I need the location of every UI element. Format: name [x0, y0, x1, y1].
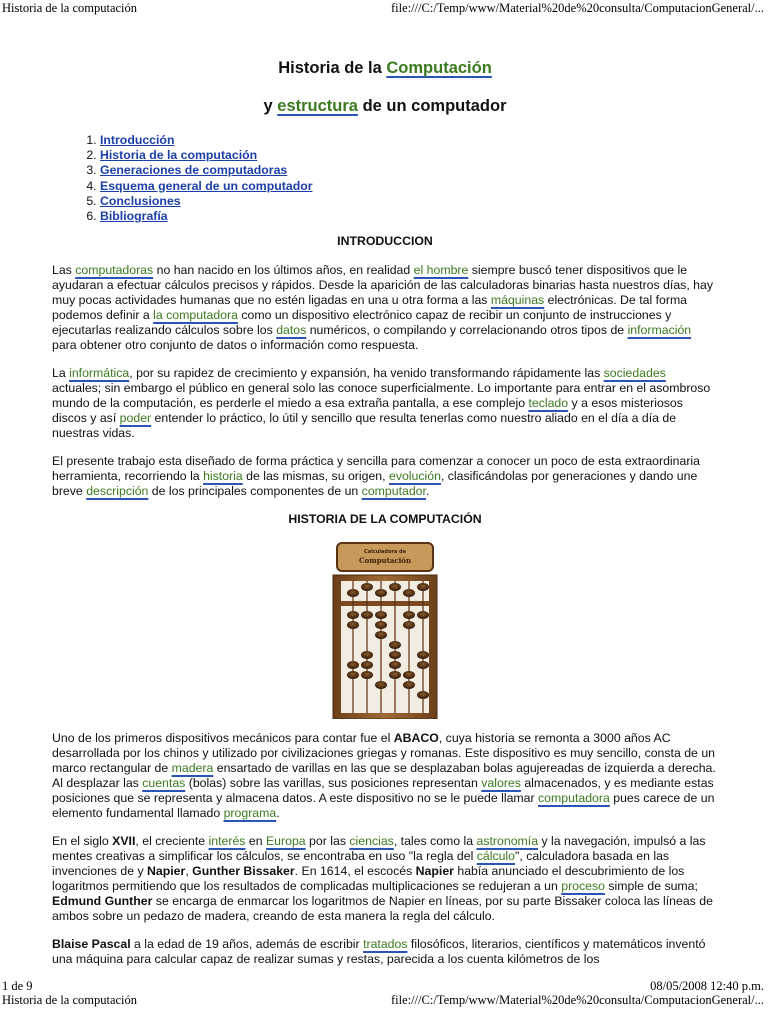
print-header-url: file:///C:/Temp/www/Material%20de%20consulta/ComputacionGeneral/... [391, 1, 764, 15]
link-ciencias[interactable]: ciencias [349, 834, 394, 849]
text: Las [52, 263, 76, 278]
link-programa[interactable]: programa [223, 806, 277, 821]
bold-text: Gunther Bissaker [192, 864, 295, 879]
text: , tales como la [393, 834, 477, 849]
link-sociedades[interactable]: sociedades [603, 366, 666, 381]
text: en [245, 834, 266, 849]
link-la-computadora[interactable]: la computadora [153, 308, 238, 323]
text: . [276, 806, 280, 821]
page-number: 1 de 9 [2, 979, 33, 993]
text: y a esos misteriosos discos y así [52, 396, 683, 426]
title-text: Historia de la [278, 59, 387, 77]
abacus-icon [329, 541, 441, 719]
link-computadoras[interactable]: computadoras [75, 263, 154, 278]
paragraph-historia-2 [52, 834, 718, 924]
toc-item [100, 148, 718, 163]
link-computador[interactable]: computador [361, 484, 426, 499]
bold-text: Blaise Pascal [52, 937, 131, 952]
title-link-computacion[interactable]: Computación [386, 59, 492, 77]
text: para obtener otro conjunto de datos o información como respuesta. [52, 338, 419, 353]
link-calculo[interactable]: cálculo [476, 849, 515, 864]
toc-link-esquema[interactable]: Esquema general de un computador [100, 178, 313, 193]
paragraph-historia-3 [52, 937, 718, 967]
section-heading-historia: HISTORIA DE LA COMPUTACIÓN [288, 512, 482, 527]
text: numéricos, o compilando y correlacionando otros tipos de [306, 323, 628, 338]
link-computadora[interactable]: computadora [538, 791, 610, 806]
title-text: de un computador [357, 97, 507, 115]
bold-text: Edmund Gunther [52, 894, 153, 909]
link-descripcion[interactable]: descripción [86, 484, 149, 499]
toc-item [100, 133, 718, 148]
bold-text: ABACO [393, 731, 439, 746]
page-title-line1 [52, 56, 718, 80]
toc-item [100, 194, 718, 209]
text: de los principales componentes de un [148, 484, 362, 499]
link-historia[interactable]: historia [203, 469, 243, 484]
text: (bolas) sobre las varillas, sus posiciones representan [185, 776, 482, 791]
link-europa[interactable]: Europa [265, 834, 306, 849]
text: de las mismas, su origen, [242, 469, 389, 484]
link-evolucion[interactable]: evolución [388, 469, 441, 484]
paragraph-intro-3 [52, 454, 718, 499]
toc-link-introduccion[interactable]: Introducción [100, 133, 175, 147]
print-footer [0, 979, 768, 1024]
table-of-contents [52, 133, 718, 224]
toc-item [100, 209, 718, 224]
toc-item [100, 179, 718, 194]
link-tratados[interactable]: tratados [363, 937, 408, 952]
text: simple de suma; [604, 879, 698, 894]
text: , [185, 864, 193, 879]
text: ", calculadora basada en las invenciones de y [52, 849, 670, 879]
title-link-estructura[interactable]: estructura [277, 97, 358, 115]
toc-item [100, 163, 718, 178]
text: El presente trabajo esta diseñado de forma práctica y sencilla para comenzar a conocer un poco de esta extraordinaria herramienta, recorriendo la [52, 454, 701, 484]
link-informatica[interactable]: informática [69, 366, 130, 381]
print-footer-title: Historia de la computación [2, 993, 138, 1007]
text: se encarga de enmarcar los logaritmos de Napier en líneas, por su parte Bissaker coloca las líneas de ambos sobre un pedazo de madera, creando de esta manera la regla del cálculo. [52, 894, 713, 924]
paragraph-intro-2 [52, 366, 718, 441]
section-heading-introduccion: INTRODUCCION [337, 234, 433, 249]
text: . [425, 484, 430, 499]
text: , clasificándolas por generaciones y dando une breve [52, 469, 698, 499]
text: actuales; sin embargo el público en general solo las conoce superficialmente. Lo importante para entrar en el asombroso mundo de la computación, es perderle el miedo a esa extraña pantalla, a ese complejo [52, 381, 711, 411]
toc-link-conclusiones[interactable]: Conclusiones [100, 193, 181, 208]
link-maquinas[interactable]: máquinas [490, 293, 545, 308]
text: filosóficos, literarios, científicos y matemáticos inventó una máquina para calcular capaz de realizar sumas y restas, parecida a los cuenta kilómetros de los [52, 937, 706, 967]
link-cuentas[interactable]: cuentas [142, 776, 186, 791]
bold-text: Napier [415, 864, 454, 879]
page-title-line2 [52, 94, 718, 118]
text: como un dispositivo electrónico capaz de recibir un conjunto de instrucciones y ejecutarlas realizando cálculos sobre los [52, 308, 672, 338]
toc-link-bibliografia[interactable]: Bibliografía [100, 209, 168, 224]
toc-link-historia[interactable]: Historia de la computación [100, 148, 258, 163]
text: , cuya historia se remonta a 3000 años AC desarrollada por los chinos y utilizado por civilizaciones griegas y romanas. Este dispositivo es muy sencillo, consta de un marco rectangular de [52, 731, 715, 776]
text: En el siglo [52, 834, 113, 849]
text: electrónicas. De tal forma podemos definir a [52, 293, 688, 323]
link-informacion[interactable]: información [627, 323, 692, 338]
link-astronomia[interactable]: astronomía [476, 834, 539, 849]
text: a la edad de 19 años, además de escribir [130, 937, 364, 952]
bold-text: XVII [112, 834, 136, 849]
link-madera[interactable]: madera [171, 761, 214, 776]
text: , el creciente [135, 834, 209, 849]
text: almacenados, y es mediante estas posiciones que se representa y almacena datos. A este dispositivo no se le puede llamar [52, 776, 714, 806]
abacus-image [329, 541, 441, 719]
link-valores[interactable]: valores [481, 776, 521, 791]
text: por las [305, 834, 350, 849]
text: La [52, 366, 70, 381]
text: . En 1614, el escocés [294, 864, 416, 879]
text: pues carece de un elemento fundamental llamado [52, 791, 715, 821]
text: Uno de los primeros dispositivos mecánicos para contar fue el [52, 731, 394, 746]
abacus-sign-line1: Calculadora de [364, 549, 406, 556]
title-text: y [263, 97, 278, 115]
print-header [0, 0, 768, 18]
paragraph-intro-1 [52, 263, 718, 353]
text: ensartado de varillas en las que se desplazaban bolas agujereadas de izquierda a derecha. Al desplazar las [52, 761, 716, 791]
text: , por su rapidez de crecimiento y expansión, ha venido transformando rápidamente las [129, 366, 604, 381]
text: había anunciado el descubrimiento de los logaritmos permitiendo que los resultados de complicadas multiplicaciones se redujeran a un [52, 864, 685, 894]
link-teclado[interactable]: teclado [528, 396, 569, 411]
print-footer-url: file:///C:/Temp/www/Material%20de%20consulta/ComputacionGeneral/... [391, 993, 764, 1007]
link-proceso[interactable]: proceso [561, 879, 605, 894]
text: entender lo práctico, lo útil y sencillo que resulta tenerlas como nuestro aliado en el día a día de nuestras vidas. [52, 411, 677, 441]
text: no han nacido en los últimos años, en realidad [153, 263, 414, 278]
abacus-sign-line2: Computación [358, 556, 412, 566]
print-header-title: Historia de la computación [2, 1, 138, 15]
link-el-hombre[interactable]: el hombre [413, 263, 469, 278]
link-interes[interactable]: interés [208, 834, 246, 849]
document-body [52, 54, 718, 967]
link-poder[interactable]: poder [119, 411, 152, 426]
bold-text: Napier [147, 864, 186, 879]
link-datos[interactable]: datos [276, 323, 307, 338]
text: y la navegación, impulsó a las mentes creativas a simplificar los cálculos, se encontraba en uso "la regla del [52, 834, 706, 864]
paragraph-historia-1 [52, 731, 718, 821]
print-datetime: 08/05/2008 12:40 p.m. [650, 979, 764, 993]
toc-link-generaciones[interactable]: Generaciones de computadoras [100, 163, 288, 178]
text: siempre buscó tener dispositivos que le ayudaran a efectuar cálculos precisos y rápidos. Desde la aparición de las calculadoras binarias hasta nuestros días, hay muy pocas actividades humanas que no estén ligadas en una u otra forma a las [52, 263, 713, 308]
